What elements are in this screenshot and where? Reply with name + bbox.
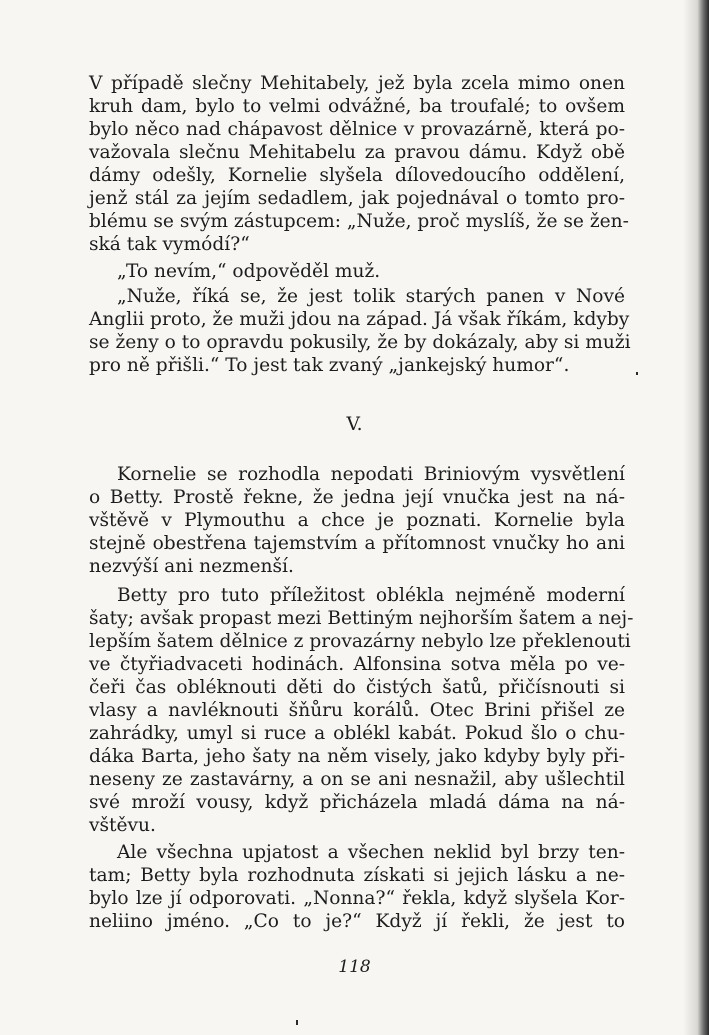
text-line: V případě slečny Mehitabely, jež byla zcela mimo onen bbox=[89, 73, 625, 94]
text-line: šaty; avšak propast mezi Bettiným nejhorším šatem a nej- bbox=[89, 608, 634, 629]
scan-speck bbox=[296, 1020, 298, 1025]
text-line: bylo lze jí odporovati. „Nonna?“ řekla, když slyšela Kor- bbox=[89, 888, 625, 909]
text-line: neseny ze zastavárny, a on se ani nesnažil, aby ušlechtil bbox=[89, 769, 625, 790]
text-line: dámy odešly, Kornelie slyšela dílovedoucího oddělení, bbox=[89, 165, 625, 186]
text-line: čeři čas obléknouti děti do čistých šatů, přičísnouti si bbox=[89, 677, 625, 698]
text-line: stejně obestřena tajemstvím a přítomnost vnučky ho ani bbox=[89, 533, 625, 554]
text-line: vštěvu. bbox=[89, 815, 156, 836]
text-line: Betty pro tuto příležitost oblékla nejméně moderní bbox=[117, 585, 625, 606]
text-line: se ženy o to opravdu pokusily, že by dokázaly, aby si muži bbox=[89, 332, 631, 353]
text-line: Anglii proto, že muži jdou na západ. Já však říkám, kdyby bbox=[89, 309, 630, 330]
section-heading: V. bbox=[346, 414, 363, 435]
text-line: lepším šatem dělnice z provazárny nebylo lze překlenouti bbox=[89, 631, 631, 652]
text-line: „Nuže, říká se, že jest tolik starých panen v Nové bbox=[117, 286, 625, 307]
text-line: bylo něco nad chápavost dělnice v provazárně, která po- bbox=[89, 119, 625, 140]
text-line: vlasy a navléknouti šňůru korálů. Otec Brini přišel ze bbox=[89, 700, 625, 721]
text-line: neliino jméno. „Co to je?“ Když jí řekli, že jest to bbox=[89, 911, 625, 932]
text-line: Kornelie se rozhodla nepodati Briniovým vysvětlení bbox=[117, 464, 625, 485]
text-line: kruh dam, bylo to velmi odvážné, ba troufalé; to ovšem bbox=[89, 96, 625, 117]
text-line: „To nevím,“ odpověděl muž. bbox=[117, 261, 381, 282]
text-line: dáka Barta, jeho šaty na něm visely, jako kdyby byly při- bbox=[89, 746, 625, 767]
text-line: své mroží vousy, když přicházela mladá dáma na ná- bbox=[89, 792, 625, 813]
text-line: važovala slečnu Mehitabelu za pravou dámu. Když obě bbox=[89, 142, 625, 163]
text-line: vštěvě v Plymouthu a chce je poznati. Kornelie byla bbox=[89, 510, 625, 531]
text-line: tam; Betty byla rozhodnuta získati si jejich lásku a ne- bbox=[89, 865, 625, 886]
text-line: Ale všechna upjatost a všechen neklid byl brzy ten- bbox=[117, 842, 625, 863]
text-line: o Betty. Prostě řekne, že jedna její vnučka jest na ná- bbox=[89, 487, 625, 508]
text-line: pro ně přišli.“ To jest tak zvaný „jankejský humor“. bbox=[89, 355, 570, 376]
text-line: jenž stál za jejím sedadlem, jak pojednával o tomto pro- bbox=[89, 188, 625, 209]
text-line: nezvýší ani nezmenší. bbox=[89, 556, 294, 577]
page-number: 118 bbox=[338, 957, 371, 977]
text-line: ve čtyřiadvaceti hodinách. Alfonsina sotva měla po ve- bbox=[89, 654, 625, 675]
text-line: blému se svým zástupcem: „Nuže, proč myslíš, že se žen- bbox=[89, 211, 629, 232]
text-line: zahrádky, umyl si ruce a oblékl kabát. Pokud šlo o chu- bbox=[89, 723, 625, 744]
text-line: ská tak vymódí?“ bbox=[89, 234, 250, 255]
scan-speck bbox=[636, 372, 638, 375]
page-edge-shadow bbox=[683, 0, 709, 1035]
